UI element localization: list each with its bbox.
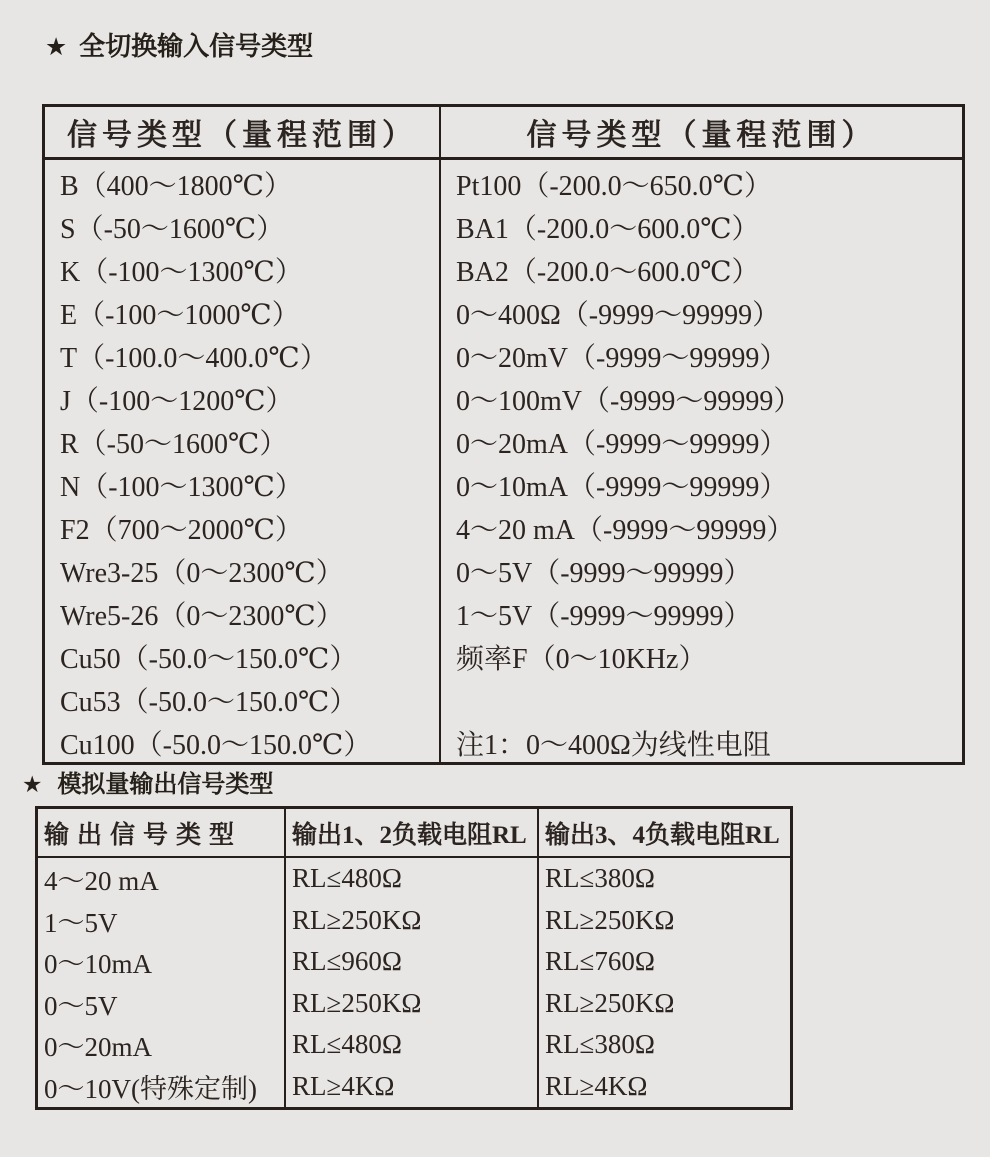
star-icon: ★ (22, 772, 43, 798)
input-signal-section-title (45, 26, 313, 63)
table-row: 0～100mV（-9999～99999） (456, 386, 802, 417)
star-icon: ★ (45, 32, 68, 61)
table-row (38, 900, 790, 942)
table-cell: RL≤760Ω (537, 941, 790, 983)
table-cell: RL≥4KΩ (537, 1066, 790, 1108)
table-row: 0～400Ω（-9999～99999） (456, 300, 781, 331)
input-signal-list-right (441, 160, 962, 762)
table-row: BA1（-200.0～600.0℃） (456, 214, 760, 245)
table-cell: RL≤380Ω (537, 1024, 790, 1066)
table-header-cell: 输出3、4负载电阻RL (537, 809, 790, 856)
input-signal-table (42, 104, 965, 765)
table-cell: RL≤480Ω (284, 858, 537, 900)
table-cell: 4～20 mA (44, 866, 159, 897)
spacer-row (456, 681, 962, 724)
section-title-text: 模拟量输出信号类型 (57, 770, 274, 798)
table-row (38, 1024, 790, 1066)
table-cell: RL≥250KΩ (284, 983, 537, 1025)
table-header-cell: 输出信号类型 (44, 821, 243, 849)
table-cell: RL≤480Ω (284, 1024, 537, 1066)
table-cell: RL≥250KΩ (284, 900, 537, 942)
table-header-cell-left: 信号类型（量程范围） (45, 107, 441, 157)
table-header-cell: 输出1、2负载电阻RL (284, 809, 537, 856)
table-row: 4～20 mA（-9999～99999） (456, 515, 795, 546)
table-row: BA2（-200.0～600.0℃） (456, 257, 760, 288)
output-signal-section-title (22, 764, 273, 799)
table-cell: RL≤380Ω (537, 858, 790, 900)
table-row: 频率F（0～10KHz） (456, 644, 707, 675)
table-row: J（-100～1200℃） (60, 386, 294, 417)
input-signal-rows-right (456, 165, 962, 681)
table-body (45, 160, 962, 762)
table-cell: 0～10V(特殊定制) (44, 1073, 257, 1104)
table-header-row (45, 107, 962, 160)
input-signal-list-left (45, 160, 441, 762)
table-header-cell-right: 信号类型（量程范围） (526, 119, 877, 152)
table-row: Cu100（-50.0～150.0℃） (60, 730, 372, 761)
table-cell: 0～5V (44, 990, 118, 1021)
table-row: T（-100.0～400.0℃） (60, 343, 328, 374)
table-row: F2（700～2000℃） (60, 515, 303, 546)
table-header-row (38, 809, 790, 858)
table-row: K（-100～1300℃） (60, 257, 303, 288)
table-note: 注1：0～400Ω为线性电阻 (456, 730, 771, 761)
table-row: Pt100（-200.0～650.0℃） (456, 171, 772, 202)
table-cell: RL≥250KΩ (537, 900, 790, 942)
table-cell: 1～5V (44, 907, 118, 938)
table-row: Cu50（-50.0～150.0℃） (60, 644, 358, 675)
section-title-text: 全切换输入信号类型 (79, 32, 314, 62)
table-row: E（-100～1000℃） (60, 300, 300, 331)
table-cell: 0～20mA (44, 1032, 152, 1063)
table-row: Cu53（-50.0～150.0℃） (60, 687, 358, 718)
table-row: S（-50～1600℃） (60, 214, 285, 245)
table-row: R（-50～1600℃） (60, 429, 288, 460)
table-cell: RL≥250KΩ (537, 983, 790, 1025)
table-row: Wre5-26（0～2300℃） (60, 601, 344, 632)
table-cell: RL≥4KΩ (284, 1066, 537, 1108)
table-row (38, 983, 790, 1025)
table-row (38, 858, 790, 900)
table-row: 0～20mA（-9999～99999） (456, 429, 788, 460)
table-body (38, 858, 790, 1107)
table-cell: RL≤960Ω (284, 941, 537, 983)
table-row: N（-100～1300℃） (60, 472, 303, 503)
table-row (38, 941, 790, 983)
table-row: 0～5V（-9999～99999） (456, 558, 752, 589)
table-row: 0～10mA（-9999～99999） (456, 472, 788, 503)
table-row: 1～5V（-9999～99999） (456, 601, 752, 632)
output-signal-table (35, 806, 793, 1110)
table-cell: 0～10mA (44, 949, 152, 980)
table-row: 0～20mV（-9999～99999） (456, 343, 788, 374)
table-row: B（400～1800℃） (60, 171, 292, 202)
table-row (38, 1066, 790, 1108)
table-row: Wre3-25（0～2300℃） (60, 558, 344, 589)
